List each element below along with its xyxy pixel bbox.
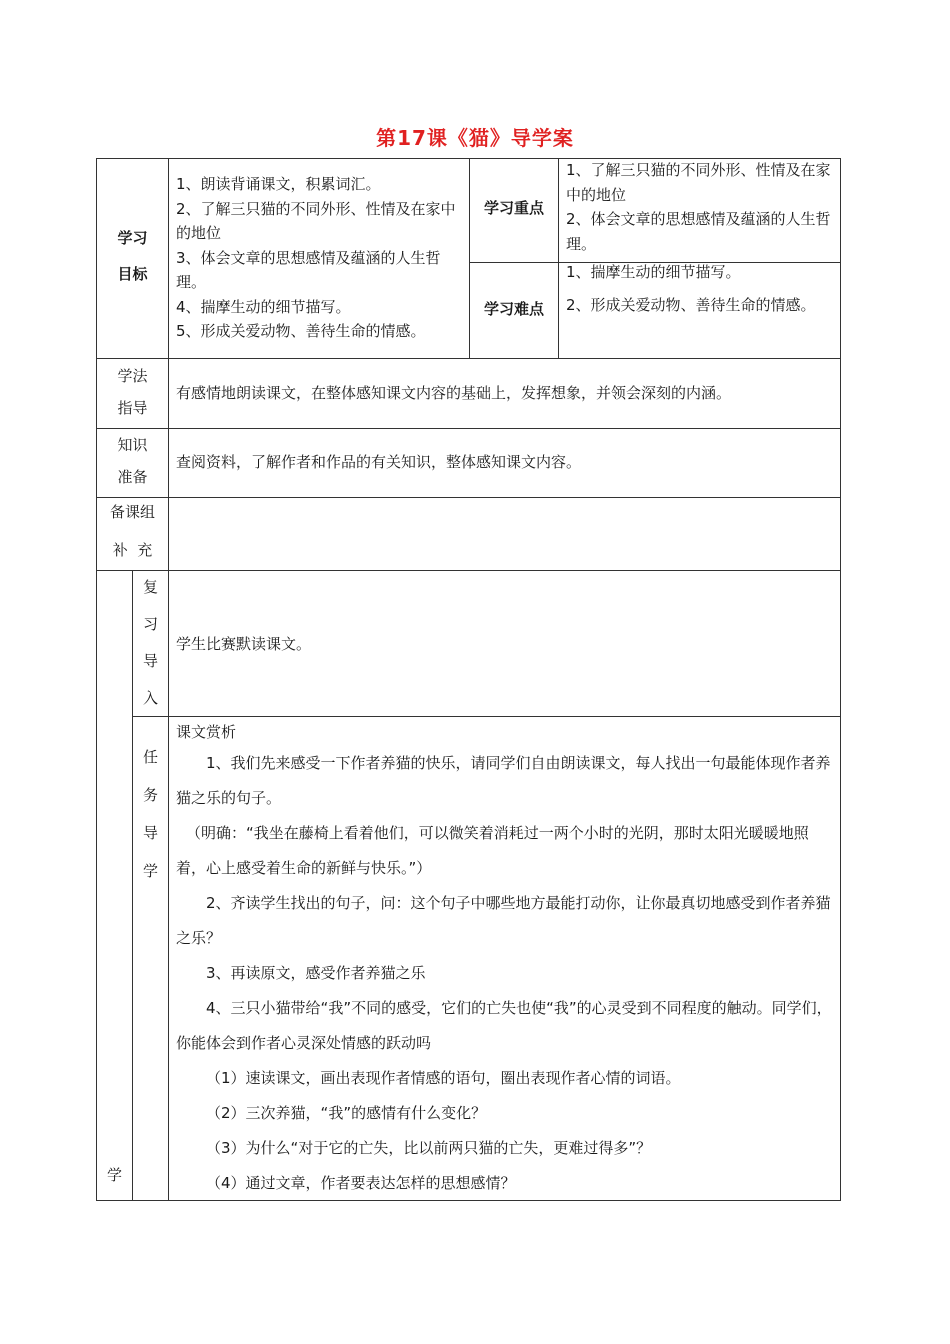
task-paragraph: （2）三次养猫，“我”的感情有什么变化？ xyxy=(206,1104,487,1122)
task-paragraph: （4）通过文章，作者要表达怎样的思想感情？ xyxy=(206,1174,516,1192)
task-paragraph: （3）为什么“对于它的亡失，比以前两只猫的亡失，更难过得多”？ xyxy=(206,1139,652,1157)
knowledge-label: 知识 准备 xyxy=(117,436,148,486)
goal-item: 1、朗读背诵课文，积累词汇。 xyxy=(176,175,381,193)
task-paragraph: （明确：“我坐在藤椅上看着他们，可以微笑着消耗过一两个小时的光阴，那时太阳光暖暖地照着，心上感受着生命的新鲜与快乐。”） xyxy=(176,824,809,877)
task-paragraph: 4、三只小猫带给“我”不同的感受，它们的亡失也使“我”的心灵受到不同程度的触动。同学们，你能体会到作者心灵深处情感的跃动吗 xyxy=(176,999,832,1052)
difficulties-label: 学习难点 xyxy=(483,300,544,318)
key-points-label: 学习重点 xyxy=(483,199,544,217)
key-points-list xyxy=(566,158,836,256)
goal-item: 3、体会文章的思想感情及蕴涵的人生哲理。 xyxy=(176,248,441,291)
review-label: 复 习 导 入 xyxy=(142,578,158,707)
review-text: 学生比赛默读课文。 xyxy=(176,635,312,653)
task-paragraph: （1）速读课文，画出表现作者情感的语句，圈出表现作者心情的词语。 xyxy=(206,1069,681,1087)
difficulty-item: 1、揣摩生动的细节描写。 xyxy=(566,263,741,281)
task-paragraph: 2、齐读学生找出的句子，问：这个句子中哪些地方最能打动你，让你最真切地感受到作者养猫之乐？ xyxy=(176,894,831,947)
method-label: 学法 指导 xyxy=(117,367,148,417)
page-title: 第17课《猫》导学案 xyxy=(376,126,574,150)
supplement-label: 备课组 补 充 xyxy=(109,503,155,559)
task-paragraph: 3、再读原文，感受作者养猫之乐 xyxy=(206,964,426,982)
knowledge-text: 查阅资料，了解作者和作品的有关知识，整体感知课文内容。 xyxy=(176,453,582,471)
goal-item: 4、揣摩生动的细节描写。 xyxy=(176,297,351,316)
difficulty-item: 2、形成关爱动物、善待生命的情感。 xyxy=(566,296,816,314)
outer-label: 学 xyxy=(106,1166,122,1184)
key-point-item: 2、体会文章的思想感情及蕴涵的人生哲理。 xyxy=(566,210,831,253)
goal-item: 5、形成关爱动物、善待生命的情感。 xyxy=(176,322,426,340)
task-paragraph: 1、我们先来感受一下作者养猫的快乐，请同学们自由朗读课文，每人找出一句最能体现作者养猫之乐的句子。 xyxy=(176,754,831,807)
method-text: 有感情地朗读课文，在整体感知课文内容的基础上，发挥想象，并领会深刻的内涵。 xyxy=(176,384,732,402)
goals-label: 学习 目标 xyxy=(117,229,148,283)
task-label: 任 务 导 学 xyxy=(142,748,158,880)
task-heading: 课文赏析 xyxy=(176,723,237,741)
difficulties-list xyxy=(566,262,836,321)
goal-item: 2、了解三只猫的不同外形、性情及在家中的地位 xyxy=(176,199,456,242)
task-content xyxy=(176,718,834,1201)
key-point-item: 1、了解三只猫的不同外形、性情及在家中的地位 xyxy=(566,161,831,204)
goals-list xyxy=(176,172,466,344)
